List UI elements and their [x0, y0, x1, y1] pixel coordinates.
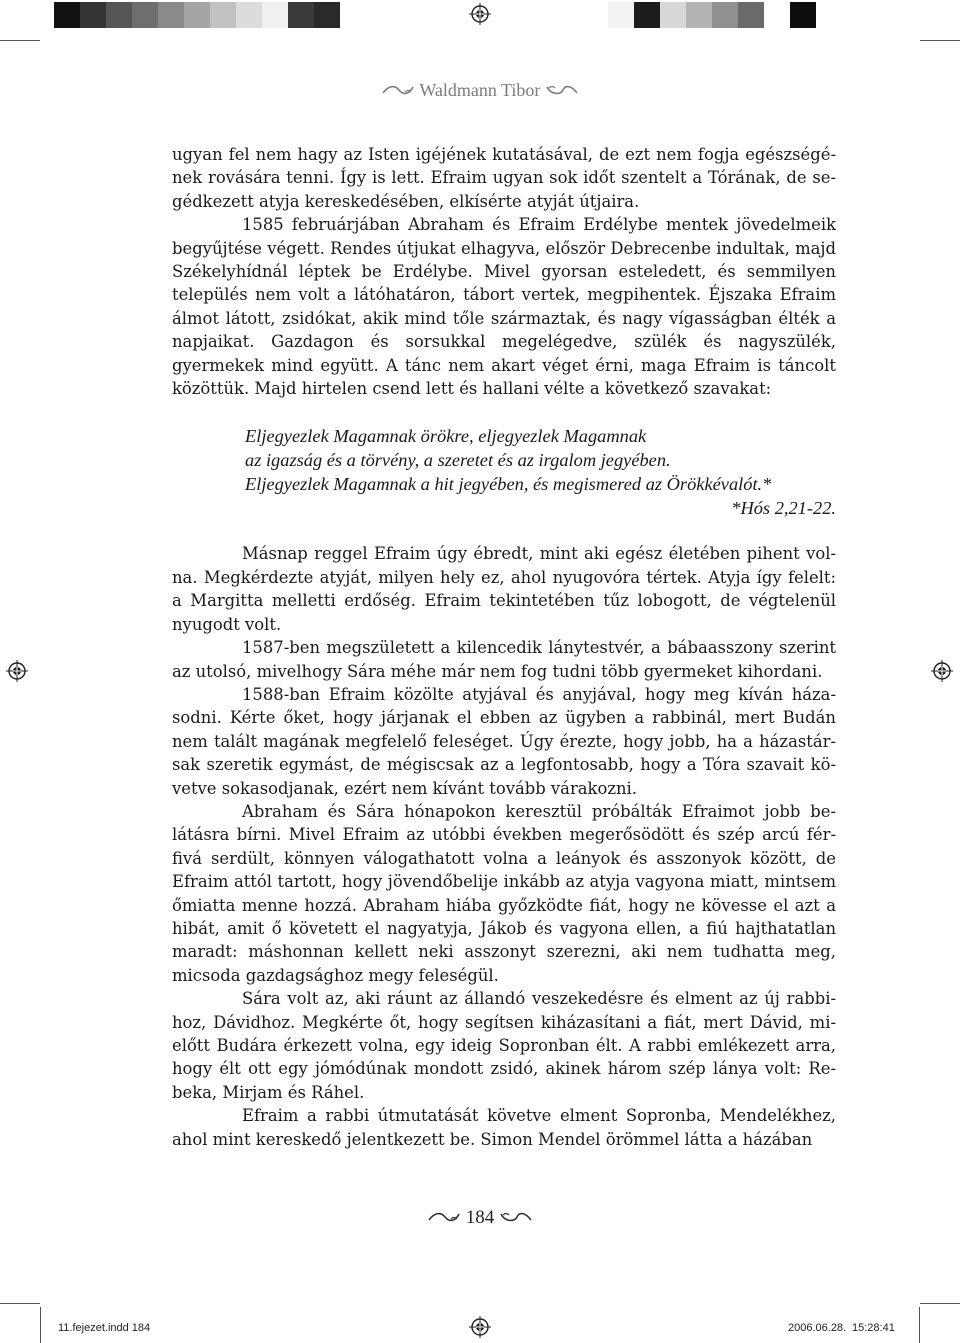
running-head-text: Waldmann Tibor — [419, 80, 541, 100]
verse-line: Eljegyezlek Magamnak örökre, eljegyezlek Magamnak — [245, 426, 647, 447]
body-text — [172, 143, 836, 1151]
color-bar-left — [54, 2, 340, 28]
paragraph: Sára volt az, aki ráunt az állandó veszekedésre és elment az új rabbihoz, Dávidhoz. Megkérte őt, hogy segítsen kiházasítani a fiát, mert Dávid, mielőtt Budára érkezett volna, egy ideig Sopronban élt. A rabbi emlékezett arra, hogy élt ott egy jómódúnak mondott zsidó, akinek három szép lánya volt: Rebeka, Mirjam és Ráhel. — [172, 989, 836, 1102]
color-swatch — [790, 2, 816, 28]
color-swatch — [288, 2, 314, 28]
scripture-quote — [245, 424, 836, 520]
registration-mark-icon — [469, 3, 491, 25]
color-bar-right — [608, 2, 816, 28]
ornament-swirl-icon — [381, 81, 415, 102]
trim-mark-bottom-left-v — [40, 1307, 41, 1343]
color-swatch — [184, 2, 210, 28]
color-swatch — [738, 2, 764, 28]
color-swatch — [80, 2, 106, 28]
paragraph: Abraham és Sára hónapokon keresztül próbálták Efraimot jobb belátásra bírni. Mivel Efraim az utóbbi években megerősödött és szép arcú férfivá serdült, könnyen válogathatott volna a leányok és asszonyok között, de Efraim attól tartott, hogy jövendőbelije inkább az atyja vagyona miatt, mintsem őmiatta menne hozzá. Abraham hiába győzködte fiát, hogy ne kövesse el azt a hibát, amit ő követett el nagyatyja, Jákob és vagyona ellen, a fiú hajthatatlan maradt: máshonnan kellett neki asszonyt szerezni, aki nem tudhatta meg, micsoda gazdagsághoz megy feleségül. — [172, 801, 836, 985]
color-swatch — [132, 2, 158, 28]
paragraph: Másnap reggel Efraim úgy ébredt, mint aki egész életében pihent volna. Megkérdezte atyját, milyen hely ez, ahol nyugovóra tértek. Atyja így felelt: a Margitta melletti erdőség. Efraim tekintetében tűz lobogott, de végtelenül nyugodt volt. — [172, 544, 836, 634]
color-swatch — [314, 2, 340, 28]
registration-mark-icon — [931, 660, 953, 682]
color-swatch — [106, 2, 132, 28]
color-swatch — [54, 2, 80, 28]
color-swatch — [712, 2, 738, 28]
color-swatch — [634, 2, 660, 28]
slug-date: 2006.06.28. — [788, 1322, 847, 1334]
paragraph: 1588-ban Efraim közölte atyjával és anyjával, hogy meg kíván házasodni. Kérte őket, hogy járjanak el ebben az ügyben a rabbinál, mert Budán nem talált magának megfelelő feleséget. Úgy érezte, hogy jobb, ha a házastársak szeretik egymást, de mégiscsak az a legfontosabb, hogy a Tóra szavait követve sokasodjanak, ezért nem kívánt tovább várakozni. — [172, 684, 836, 798]
registration-mark-icon — [6, 660, 28, 682]
registration-mark-icon — [469, 1316, 491, 1338]
verse-line: az igazság és a törvény, a szeretet és az irgalom jegyében. — [245, 450, 671, 471]
paragraph: ugyan fel nem hagy az Isten igéjének kutatásával, de ezt nem fogja egészségének rovására tenni. Így is lett. Efraim ugyan sok időt szentelt a Tórának, de segédkezett atyja kereskedésében, elkísérte atyját útjaira. — [172, 145, 836, 211]
trim-mark-top-left — [0, 40, 40, 41]
paragraph: 1587-ben megszületett a kilencedik lánytestvér, a bábaasszony szerint az utolsó, mivelhogy Sára méhe már nem fog tudni több gyermeket kihordani. — [172, 638, 836, 681]
paragraph: Efraim a rabbi útmutatását követve elment Sopronba, Mendelékhez, ahol mint kereskedő jelentkezett be. Simon Mendel örömmel látta a házában — [172, 1106, 836, 1149]
running-head — [0, 80, 960, 102]
color-swatch — [764, 2, 790, 28]
color-swatch — [236, 2, 262, 28]
slug-file: 11.fejezet.indd 184 — [58, 1322, 151, 1334]
slug-time: 15:28:41 — [852, 1322, 895, 1334]
color-swatch — [262, 2, 288, 28]
page-number-text: 184 — [465, 1207, 495, 1228]
trim-mark-bottom-left — [0, 1303, 40, 1304]
trim-mark-bottom-right — [920, 1303, 960, 1304]
verse-line: Eljegyezlek Magamnak a hit jegyében, és megismered az Örökkévalót.* — [245, 474, 772, 495]
ornament-swirl-icon — [427, 1208, 461, 1230]
paragraph: 1585 februárjában Abraham és Efraim Erdélybe mentek jövedelmeik begyűjtése végett. Rendes útjukat elhagyva, először Debrecenbe indultak, majd Székelyhídnál léptek be Erdélybe. Mivel gyorsan esteledett, és semmilyen település nem volt a látóhatáron, tábort vertek, megpihentek. Éjszaka Efraim álmot látott, zsidókat, akik mind tőle származtak, és nagy vígasságban élték a napjaikat. Gazdagon és sorsukkal megelégedve, szülék és nagyszülék, gyermekek mind együtt. A tánc nem akart véget érni, maga Efraim is táncolt közöttük. Majd hirtelen csend lett és hallani vélte a következő szavakat: — [172, 215, 836, 399]
ornament-swirl-icon — [499, 1208, 533, 1230]
verse-reference: *Hós 2,21-22. — [731, 498, 836, 519]
color-swatch — [608, 2, 634, 28]
color-swatch — [210, 2, 236, 28]
trim-mark-top-right — [920, 40, 960, 41]
page-number — [0, 1207, 960, 1230]
color-swatch — [158, 2, 184, 28]
color-swatch — [660, 2, 686, 28]
color-swatch — [686, 2, 712, 28]
ornament-swirl-icon — [545, 81, 579, 102]
trim-mark-bottom-right-v — [919, 1307, 920, 1343]
